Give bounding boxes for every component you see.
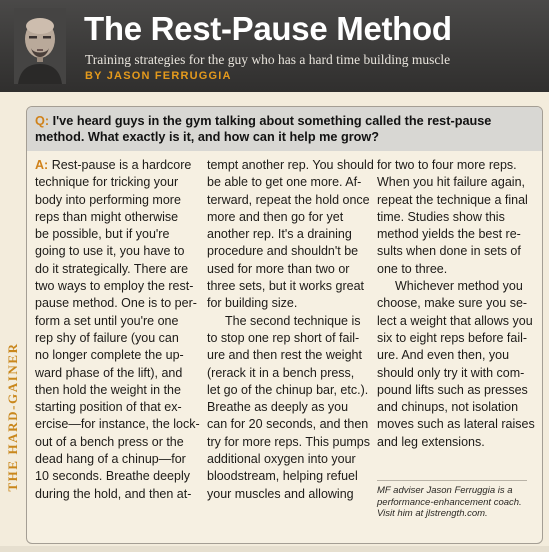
column-header	[0, 0, 549, 92]
text-line: additional oxygen into your	[207, 452, 356, 467]
text-line: starting position of that ex-	[35, 400, 182, 415]
author-byline: BY JASON FERRUGGIA	[85, 70, 232, 82]
text-line: (rerack it in a bench press,	[207, 365, 355, 380]
text-line: 10 seconds. Breathe deeply	[35, 469, 190, 484]
text-line: A: Rest-pause is a hardcore	[35, 158, 192, 172]
text-line: tempt another rep. You should	[207, 158, 374, 172]
text-line: moves such as lateral raises	[377, 417, 535, 432]
text-line: more and then go for yet	[207, 209, 344, 224]
footnote-line: performance-enhancement coach.	[377, 496, 522, 508]
text-line: method yields the best re-	[377, 227, 521, 242]
answer-column-1	[35, 157, 203, 503]
text-line: ward phase of the lift), and	[35, 365, 183, 380]
text-line: for building size.	[207, 296, 298, 311]
section-tab	[0, 92, 26, 552]
text-line: time. Studies show this	[377, 209, 505, 224]
text-line: ercise—for instance, the lock-	[35, 417, 200, 432]
text-line: pause method. One is to per-	[35, 296, 197, 311]
article-subtitle: Training strategies for the guy who has a hard time building muscle	[85, 52, 451, 67]
page-bottom-edge	[0, 546, 549, 552]
text-line: three sets, but it works great	[207, 279, 365, 294]
text-line: and chinups, not isolation	[377, 400, 519, 415]
text-line: repeat the technique a final	[377, 192, 528, 207]
text-line: Whichever method you	[395, 279, 523, 294]
text-line: The second technique is	[225, 313, 361, 328]
text-line: do it strategically. There are	[35, 261, 189, 276]
text-line: reps than might otherwise	[35, 209, 179, 224]
question-body: I've heard guys in the gym talking about something called the rest-pause method. What exactly is it, and how can it help me grow?	[35, 114, 492, 144]
answer-column-3	[377, 157, 535, 451]
text-line: body into performing more	[35, 192, 181, 207]
text-line: terward, repeat the hold once	[207, 192, 370, 207]
text-line: going to use it, you have to	[35, 244, 185, 259]
text-line: Breathe as deeply as you	[207, 400, 349, 415]
text-line: and leg extensions.	[377, 434, 485, 449]
question-text	[35, 113, 535, 145]
text-line: another rep. It's a draining	[207, 227, 352, 242]
text-line: no longer complete the up-	[35, 348, 184, 363]
text-line: out of a bench press or the	[35, 434, 184, 449]
author-footnote	[377, 485, 535, 520]
text-line: pound lifts such as presses	[377, 382, 528, 397]
text-line: When you hit failure again,	[377, 175, 526, 190]
answer-mark-label: A:	[35, 158, 49, 172]
footnote-line: MF adviser Jason Ferruggia is a	[377, 485, 513, 496]
text-line: ure. And even then, you	[377, 348, 510, 363]
qa-panel	[26, 106, 543, 544]
text-line: form a set until you're one	[35, 313, 179, 328]
text-line: used for more than two or	[207, 261, 350, 276]
text-line: be possible, but if you're	[35, 227, 170, 242]
text-line: can for 20 seconds, and then	[207, 417, 369, 432]
text-line: sults when done in sets of	[377, 244, 521, 259]
text-line: dead hang of a chinup—for	[35, 452, 186, 467]
text-line: one to three.	[377, 261, 448, 276]
text-line: rep shy of failure (you can	[35, 330, 179, 345]
text-line: choose, make sure you se-	[377, 296, 528, 311]
answer-column-2	[207, 157, 372, 503]
question-band	[27, 107, 542, 151]
text-line: your muscles and allowing	[207, 486, 354, 501]
text-line: let go of the chinup bar, etc.).	[207, 382, 369, 397]
text-line: lect a weight that allows you	[377, 313, 533, 328]
text-line: six to eight reps before fail-	[377, 330, 528, 345]
text-line: then hold the weight in the	[35, 382, 181, 397]
text-line: procedure and shouldn't be	[207, 244, 359, 259]
question-mark-label: Q:	[35, 114, 50, 128]
text-line: during the hold, and then at-	[35, 486, 192, 501]
text-line: bloodstream, helping refuel	[207, 469, 358, 484]
author-portrait-icon	[14, 8, 66, 84]
section-label: THE HARD-GAINER	[5, 342, 20, 492]
text-line: be able to get one more. Af-	[207, 175, 362, 190]
text-line: ure and then rest the weight	[207, 348, 362, 363]
footnote-divider	[377, 480, 527, 481]
text-line: try for more reps. This pumps	[207, 434, 371, 449]
text-line: technique for tricking your	[35, 175, 179, 190]
article-title: The Rest-Pause Method	[84, 10, 452, 47]
text-line: for two to four more reps.	[377, 158, 517, 172]
text-line: to stop one rep short of fail-	[207, 330, 360, 345]
text-line: should only try it with com-	[377, 365, 525, 380]
author-photo	[14, 8, 66, 84]
footnote-line: Visit him at jlstrength.com.	[377, 508, 488, 519]
text-line: two ways to employ the rest-	[35, 279, 194, 294]
